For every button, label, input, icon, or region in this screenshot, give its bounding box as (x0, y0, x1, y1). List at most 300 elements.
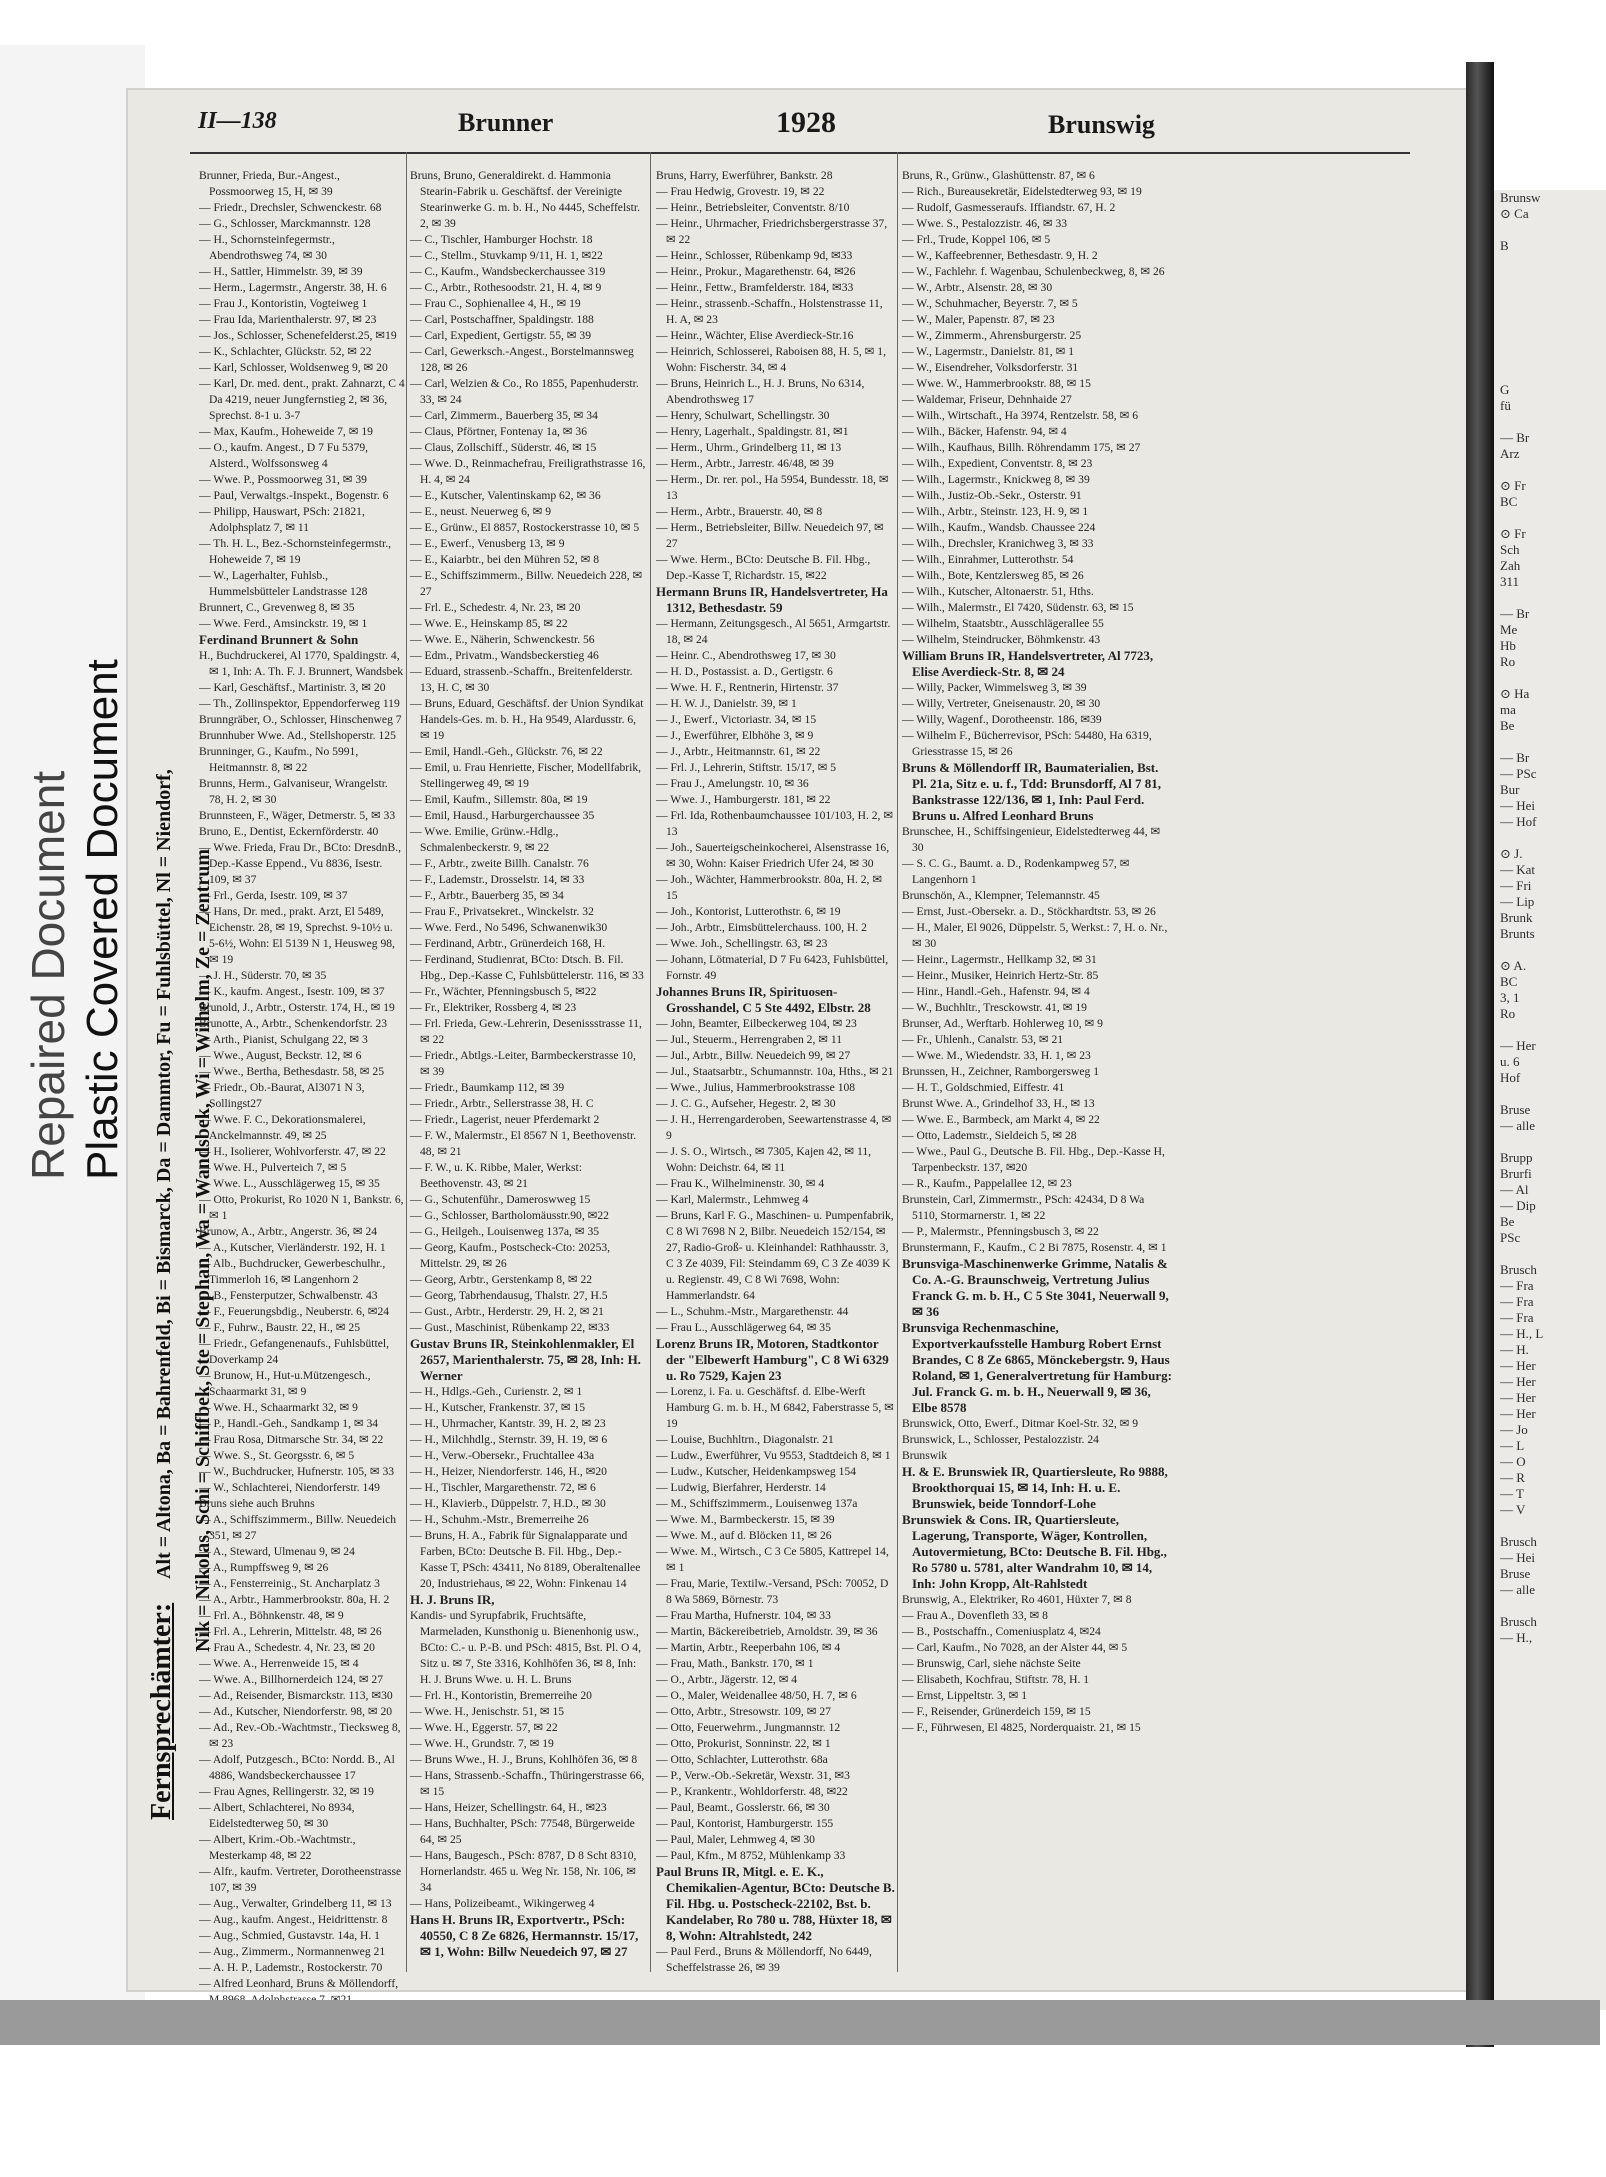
directory-entry: — Jul., Arbtr., Billw. Neuedeich 99, ✉ 27 (656, 1049, 851, 1062)
next-page-line: Hb (1500, 638, 1516, 653)
directory-entry: — Ludw., Ewerführer, Vu 9553, Stadtdeich 8, ✉ 1 (656, 1449, 891, 1462)
next-page-line: BC (1500, 974, 1518, 989)
directory-entry: Brunswick, Otto, Ewerf., Ditmar Koel-Str. 32, ✉ 9 (902, 1417, 1139, 1430)
next-page-line: — Her (1500, 1390, 1536, 1405)
directory-entry: — Wilhelm F., Bücherrevisor, PSch: 54480, Ha 6319, Griesstrasse 15, ✉ 26 (902, 729, 1152, 758)
directory-entry: — Frau Ida, Marienthalerstr. 97, ✉ 23 (199, 313, 377, 326)
directory-entry: — Frau F., Privatsekret., Winckelstr. 32 (410, 905, 594, 918)
directory-entry: — Brunswig, Carl, siehe nächste Seite (902, 1657, 1081, 1670)
directory-entry: — Frl. H., Kontoristin, Bremerreihe 20 (410, 1689, 592, 1702)
next-page-line: — V (1500, 1502, 1526, 1517)
directory-entry: — Hans, Baugesch., PSch: 8787, D 8 Scht 8310, Hornerlandstr. 465 u. Weg Nr. 158, Nr. 106, ✉ 34 (410, 1849, 637, 1894)
directory-entry: — G., Schlosser, Marckmannstr. 128 (199, 217, 371, 230)
directory-entry: — K., Schlachter, Glückstr. 52, ✉ 22 (199, 345, 372, 358)
directory-entry: — Frau Agnes, Rellingerstr. 32, ✉ 19 (199, 1785, 374, 1798)
next-page-line: — alle (1500, 1582, 1536, 1597)
directory-entry: — Otto, Prokurist, Sonninstr. 22, ✉ 1 (656, 1737, 831, 1750)
header-left-word: Brunner (458, 108, 554, 137)
directory-entry: — H., Milchhdlg., Sternstr. 39, H. 19, ✉ 6 (410, 1433, 608, 1446)
directory-entry: — Max, Kaufm., Hoheweide 7, ✉ 19 (199, 425, 373, 438)
directory-entry: — Heinr., Schlosser, Rübenkamp 9d, ✉33 (656, 249, 853, 262)
directory-entry: Brunngräber, O., Schlosser, Hinschenweg 7 (199, 713, 402, 726)
directory-entry: — H. D., Postassist. a. D., Gertigstr. 6 (656, 665, 833, 678)
directory-entry: — Frau J., Kontoristin, Vogteiweg 1 (199, 297, 368, 310)
header-rule (190, 152, 1410, 154)
directory-entry: Brunotte, A., Arbtr., Schenkendorfstr. 23 (199, 1017, 388, 1030)
directory-entry: — Friedr., Abtlgs.-Leiter, Barmbeckerstrasse 10, ✉ 39 (410, 1049, 636, 1078)
directory-entry: — Paul, Beamt., Gosslerstr. 66, ✉ 30 (656, 1801, 830, 1814)
next-page-line (1500, 334, 1606, 350)
directory-entry: — O., Arbtr., Jägerstr. 12, ✉ 4 (656, 1673, 798, 1686)
next-page-line (1500, 830, 1606, 846)
directory-entry: Brunswig, A., Elektriker, Ro 4601, Hüxter 7, ✉ 8 (902, 1593, 1132, 1606)
directory-entry: — M., Schiffszimmerm., Louisenweg 137a (656, 1497, 858, 1510)
directory-entry: — Heinrich, Schlosserei, Raboisen 88, H. 5, ✉ 1, Wohn: Fischerstr. 34, ✉ 4 (656, 345, 886, 374)
directory-entry: — Wilh., Bäcker, Hafenstr. 94, ✉ 4 (902, 425, 1067, 438)
directory-entry: Brunow, A., Arbtr., Angerstr. 36, ✉ 24 (199, 1225, 378, 1238)
directory-entry: — Karl, Malermstr., Lehmweg 4 (656, 1193, 809, 1206)
directory-entry: Brunstein, Carl, Zimmermstr., PSch: 42434, D 8 Wa 5110, Stormarnerstr. 1, ✉ 22 (902, 1193, 1145, 1222)
directory-entry: — Otto, Lademstr., Sieldeich 5, ✉ 28 (902, 1129, 1077, 1142)
directory-entry: — Bruns, Karl F. G., Maschinen- u. Pumpenfabrik, C 8 Wi 7698 N 2, Bilbr. Neuedeich 152/154, ✉ 27, Radio-Groß- u. Kleinhandel: Rathhausstr. 3, C 3 Ze 4039, Fil: Steindamm 69, C 3 Ze 4039 K u. Regienstr. 49, C 8 Wi 7698, Wohn: Hammerlandstr. 64 (656, 1209, 894, 1302)
next-page-line: — O (1500, 1454, 1526, 1469)
directory-entry: — W., Fachlehr. f. Wagenbau, Schulenbeckweg, 8, ✉ 26 (902, 265, 1165, 278)
directory-entry: — J., Ewerführer, Elbhöhe 3, ✉ 9 (656, 729, 814, 742)
directory-entry: — Carl, Expedient, Gertigstr. 55, ✉ 39 (410, 329, 592, 342)
directory-entry: — W., Zimmerm., Ahrensburgerstr. 25 (902, 329, 1082, 342)
next-page-line: Arz (1500, 446, 1520, 461)
directory-entry: — Wwe. H., Jenischstr. 51, ✉ 15 (410, 1705, 565, 1718)
directory-column-2 (410, 168, 646, 1960)
next-page-line: — PSc (1500, 766, 1537, 781)
directory-entry: — Willy, Packer, Wimmelsweg 3, ✉ 39 (902, 681, 1087, 694)
directory-entry: — Frl. Ida, Rothenbaumchaussee 101/103, H. 2, ✉ 13 (656, 809, 894, 838)
directory-entry: — Frau Martha, Hufnerstr. 104, ✉ 33 (656, 1609, 831, 1622)
directory-entry: — Georg, Arbtr., Gerstenkamp 8, ✉ 22 (410, 1273, 593, 1286)
directory-entry: — W., Buchdrucker, Hufnerstr. 105, ✉ 33 (199, 1465, 395, 1478)
next-page-line: Brunsw (1500, 190, 1541, 205)
next-page-line: BC (1500, 494, 1518, 509)
next-page-line (1500, 1086, 1606, 1102)
directory-entry: — Edm., Privatm., Wandsbeckerstieg 46 (410, 649, 599, 662)
directory-entry: — Ludw., Kutscher, Heidenkampsweg 154 (656, 1465, 857, 1478)
directory-entry: — Heinr., Uhrmacher, Friedrichsbergerstrasse 37, ✉ 22 (656, 217, 888, 246)
directory-entry: — Friedr., Lagerist, neuer Pferdemarkt 2 (410, 1113, 600, 1126)
directory-entry: — H., Klavierb., Düppelstr. 7, H.D., ✉ 30 (410, 1497, 606, 1510)
next-page-line: — Jo (1500, 1422, 1528, 1437)
directory-entry: — H., Schuhm.-Mstr., Bremerreihe 26 (410, 1513, 589, 1526)
directory-entry: — Frau, Marie, Textilw.-Versand, PSch: 70052, D 8 Wa 5869, Börnestr. 73 (656, 1577, 889, 1606)
directory-entry: — Emil, Hausd., Harburgerchaussee 35 (410, 809, 595, 822)
header-right-word: Brunswig (1048, 110, 1155, 139)
overlay-line-2: Plastic Covered Document (78, 659, 127, 1180)
directory-entry: — Paul, Verwaltgs.-Inspekt., Bogenstr. 6 (199, 489, 389, 502)
directory-entry: — Heinr., Prokur., Magarethenstr. 64, ✉26 (656, 265, 856, 278)
directory-entry: Brunswiek & Cons. IR, Quartiersleute, Lagerung, Transporte, Wäger, Kontrollen, Autovermietung, BCto: Deutsche B. Fil. Hbg., Ro 5780 u. 5781, alter Wandrahm 10, ✉ 14, Inh: John Kropp, Alt-Rahlstedt (902, 1512, 1167, 1591)
directory-entry: — Paul, Kontorist, Hamburgerstr. 155 (656, 1817, 834, 1830)
directory-entry: — Wwe. S., St. Georgsstr. 6, ✉ 5 (199, 1449, 355, 1462)
directory-entry: — Wwe. H., Grundstr. 7, ✉ 19 (410, 1737, 554, 1750)
next-page-line: Bur (1500, 782, 1520, 797)
next-page-line: Brusch (1500, 1534, 1537, 1549)
directory-entry: — Frl. J., Lehrerin, Stiftstr. 15/17, ✉ 5 (656, 761, 837, 774)
directory-entry: — Martin, Bäckereibetrieb, Arnoldstr. 39, ✉ 36 (656, 1625, 878, 1638)
directory-entry: — Alb., Buchdrucker, Gewerbeschulhr., Timmerloh 16, ✉ Langenhorn 2 (199, 1257, 386, 1286)
directory-entry: — Wwe. A., Billhornerdeich 124, ✉ 27 (199, 1673, 384, 1686)
directory-entry: — F., Arbtr., zweite Billh. Canalstr. 76 (410, 857, 589, 870)
directory-entry: — H., Verw.-Obersekr., Fruchtallee 43a (410, 1449, 595, 1462)
directory-entry: — L., Schuhm.-Mstr., Margarethenstr. 44 (656, 1305, 849, 1318)
next-page-line: — Her (1500, 1038, 1536, 1053)
directory-entry: — Frau A., Schedestr. 4, Nr. 23, ✉ 20 (199, 1641, 375, 1654)
directory-entry: — Ad., Rev.-Ob.-Wachtmstr., Tiecksweg 8, ✉ 23 (199, 1721, 401, 1750)
directory-entry: — Ernst, Just.-Obersekr. a. D., Stöckhardtstr. 53, ✉ 26 (902, 905, 1156, 918)
directory-entry: Brunns, Herm., Galvaniseur, Wrangelstr. 78, H. 2, ✉ 30 (199, 777, 388, 806)
next-page-line: — Her (1500, 1406, 1536, 1421)
directory-entry: — F., Fuhrw., Baustr. 22, H., ✉ 25 (199, 1321, 361, 1334)
directory-entry: — Ferdinand, Arbtr., Grünerdeich 168, H. (410, 937, 606, 950)
directory-entry: Brunswick, L., Schlosser, Pestalozzistr. 24 (902, 1433, 1099, 1446)
directory-entry: — F., Führwesen, El 4825, Norderquaistr. 21, ✉ 15 (902, 1721, 1141, 1734)
directory-entry: — P., Malermstr., Pfenningsbusch 3, ✉ 22 (902, 1225, 1099, 1238)
directory-entry: — Friedr., Baumkamp 112, ✉ 39 (410, 1081, 565, 1094)
directory-entry: — A., Kutscher, Vierländerstr. 192, H. 1 (199, 1241, 386, 1254)
directory-entry: — Wwe. F. C., Dekorationsmalerei, Anckelmannstr. 49, ✉ 25 (199, 1113, 366, 1142)
column-divider (650, 152, 651, 1972)
directory-entry: — Frl., Gerda, Isestr. 109, ✉ 37 (199, 889, 348, 902)
column-divider (406, 152, 407, 1972)
directory-entry: — Joh., Kontorist, Lutterothstr. 6, ✉ 19 (656, 905, 841, 918)
next-page-line (1500, 734, 1606, 750)
next-page-line: u. 6 (1500, 1054, 1520, 1069)
directory-entry: — Bruns Wwe., H. J., Bruns, Kohlhöfen 36, ✉ 8 (410, 1753, 638, 1766)
directory-entry: — A., Schiffszimmerm., Billw. Neuedeich 351, ✉ 27 (199, 1513, 397, 1542)
directory-entry: — Wwe. L., Ausschlägerweg 15, ✉ 35 (199, 1177, 380, 1190)
directory-entry: — C., Kaufm., Wandsbeckerchaussee 319 (410, 265, 606, 278)
directory-column-1 (199, 168, 405, 2040)
directory-entry: H., Buchdruckerei, Al 1770, Spaldingstr. 4, ✉ 1, Inh: A. Th. F. J. Brunnert, Wandsbek (199, 649, 404, 678)
next-page-line (1500, 1598, 1606, 1614)
directory-entry: — Karl, Geschäftsf., Martinistr. 3, ✉ 20 (199, 681, 386, 694)
directory-entry: — Frau Hedwig, Grovestr. 19, ✉ 22 (656, 185, 825, 198)
directory-entry: Brunnsteen, F., Wäger, Detmerstr. 5, ✉ 33 (199, 809, 396, 822)
directory-entry: — Carl, Zimmerm., Bauerberg 35, ✉ 34 (410, 409, 598, 422)
directory-entry: — Hans, Heizer, Schellingstr. 64, H., ✉23 (410, 1801, 607, 1814)
directory-entry: — Wwe. A., Herrenweide 15, ✉ 4 (199, 1657, 359, 1670)
directory-entry: Brunssen, H., Zeichner, Ramborgersweg 1 (902, 1065, 1100, 1078)
directory-entry: — A., Rumpffsweg 9, ✉ 26 (199, 1561, 329, 1574)
directory-entry: Brunser, Ad., Werftarb. Hohlerweg 10, ✉ 9 (902, 1017, 1103, 1030)
directory-entry: — Alfr., kaufm. Vertreter, Dorotheenstrasse 107, ✉ 39 (199, 1865, 402, 1894)
directory-entry: — Wwe. H. F., Rentnerin, Hirtenstr. 37 (656, 681, 839, 694)
directory-entry: — Hinr., Handl.-Geh., Hafenstr. 94, ✉ 4 (902, 985, 1090, 998)
directory-entry: — Wilh., Kaufhaus, Billh. Röhrendamm 175, ✉ 27 (902, 441, 1141, 454)
directory-entry: Brunnhuber Wwe. Ad., Stellshoperstr. 125 (199, 729, 396, 742)
directory-entry: — Wwe. M., auf d. Blöcken 11, ✉ 26 (656, 1529, 832, 1542)
directory-entry: Bruns siehe auch Bruhns (199, 1497, 315, 1510)
next-page-line (1500, 590, 1606, 606)
directory-entry: — Wwe. Emilie, Grünw.-Hdlg., Schmalenbeckerstr. 9, ✉ 22 (410, 825, 559, 854)
directory-entry: — Heinr., Wächter, Elise Averdieck-Str.16 (656, 329, 854, 342)
next-page-line: — alle (1500, 1118, 1536, 1133)
directory-entry: — Bruns, Heinrich L., H. J. Bruns, No 6314, Abendrothsweg 17 (656, 377, 865, 406)
directory-entry: — Frau J., Amelungstr. 10, ✉ 36 (656, 777, 809, 790)
directory-entry: Bruns, R., Grünw., Glashüttenstr. 87, ✉ 6 (902, 169, 1095, 182)
directory-entry: Brunschön, A., Klempner, Telemannstr. 45 (902, 889, 1100, 902)
directory-entry: — E., Ewerf., Venusberg 13, ✉ 9 (410, 537, 565, 550)
next-page-line: Brusch (1500, 1614, 1537, 1629)
directory-entry: — H., Heizer, Niendorferstr. 146, H., ✉20 (410, 1465, 607, 1478)
next-page-line: ma (1500, 702, 1516, 717)
next-page-line: ⊙ Ha (1500, 686, 1530, 701)
directory-entry: — Wwe. Frieda, Frau Dr., BCto: DresdnB., Dep.-Kasse Eppend., Vu 8836, Isestr. 109, ✉ 37 (199, 841, 402, 886)
directory-entry: — J. H., Herrengarderoben, Seewartenstrasse 4, ✉ 9 (656, 1113, 892, 1142)
directory-entry: — Wwe. D., Reinmachefrau, Freiligrathstrasse 16, H. 4, ✉ 24 (410, 457, 646, 486)
directory-entry: — Henry, Lagerhalt., Spaldingstr. 81, ✉1 (656, 425, 849, 438)
directory-entry: — Wwe. H., Schaarmarkt 32, ✉ 9 (199, 1401, 358, 1414)
next-page-line: ⊙ Fr (1500, 478, 1526, 493)
directory-entry: — Fr., Wächter, Pfenningsbusch 5, ✉22 (410, 985, 597, 998)
directory-entry: Brunninger, G., Kaufm., No 5991, Heitmannstr. 8, ✉ 22 (199, 745, 359, 774)
binding-shadow (1466, 62, 1494, 2047)
next-page-line: — Lip (1500, 894, 1535, 909)
next-page-line: — H. (1500, 1342, 1529, 1357)
next-page-line (1500, 254, 1606, 270)
directory-entry: — Th., Zollinspektor, Eppendorferweg 119 (199, 697, 400, 710)
directory-entry: — H., Uhrmacher, Kantstr. 39, H. 2, ✉ 23 (410, 1417, 606, 1430)
directory-entry: — Lorenz, i. Fa. u. Geschäftsf. d. Elbe-Werft Hamburg G. m. b. H., M 6842, Faberstrasse 5, ✉ 19 (656, 1385, 894, 1430)
next-page-line (1500, 286, 1606, 302)
directory-entry: — Frau, Math., Bankstr. 170, ✉ 1 (656, 1657, 814, 1670)
directory-entry: — H., Schornsteinfegermstr., Abendrothsweg 74, ✉ 30 (199, 233, 335, 262)
directory-entry: — W., Buchhltr., Tresckowstr. 41, ✉ 19 (902, 1001, 1087, 1014)
next-page-line: B (1500, 238, 1509, 253)
directory-entry: — Paul Ferd., Bruns & Möllendorff, No 6449, Scheffelstrasse 26, ✉ 39 (656, 1945, 872, 1974)
directory-entry: — Wwe. H., Pulverteich 7, ✉ 5 (199, 1161, 347, 1174)
directory-entry: — Albert, Krim.-Ob.-Wachtmstr., Mesterkamp 48, ✉ 22 (199, 1833, 356, 1862)
directory-entry: — Adolf, Putzgesch., BCto: Nordd. B., Al 4886, Wandsbeckerchaussee 17 (199, 1753, 395, 1782)
directory-entry: — Jul., Steuerm., Herrengraben 2, ✉ 11 (656, 1033, 843, 1046)
directory-entry: — Herm., Lagermstr., Angerstr. 38, H. 6 (199, 281, 387, 294)
directory-entry: — Johann, Lötmaterial, D 7 Fu 6423, Fuhlsbüttel, Fornstr. 49 (656, 953, 889, 982)
directory-entry: — Frl. A., Lehrerin, Mittelstr. 48, ✉ 26 (199, 1625, 382, 1638)
directory-entry: — Wwe. E., Barmbeck, am Markt 4, ✉ 22 (902, 1113, 1100, 1126)
directory-entry: — Wilh., Einrahmer, Lutterothstr. 54 (902, 553, 1074, 566)
directory-entry: — Hans, Strassenb.-Schaffn., Thüringerstrasse 66, ✉ 15 (410, 1769, 645, 1798)
next-page-line: — T (1500, 1486, 1524, 1501)
directory-entry: — Hans, Polizeibeamt., Wikingerweg 4 (410, 1897, 595, 1910)
next-page-line (1500, 1134, 1606, 1150)
directory-entry: — Waldemar, Friseur, Dehnhaide 27 (902, 393, 1072, 406)
directory-entry: — H. W. J., Danielstr. 39, ✉ 1 (656, 697, 797, 710)
directory-entry: — Wwe. E., Heinskamp 85, ✉ 22 (410, 617, 568, 630)
directory-entry: — Elisabeth, Kochfrau, Stiftstr. 78, H. 1 (902, 1673, 1090, 1686)
directory-entry: — W., Eisendreher, Volksdorferstr. 31 (902, 361, 1079, 374)
next-page-line (1500, 302, 1606, 318)
next-page-line (1500, 222, 1606, 238)
directory-entry: — Carl, Welzien & Co., Ro 1855, Papenhuderstr. 33, ✉ 24 (410, 377, 639, 406)
directory-entry: — Ad., Reisender, Bismarckstr. 113, ✉30 (199, 1689, 393, 1702)
next-page-line: Brupp (1500, 1150, 1533, 1165)
next-page-line: PSc (1500, 1230, 1521, 1245)
directory-entry: — John, Beamter, Eilbeckerweg 104, ✉ 23 (656, 1017, 857, 1030)
directory-entry: — Jos., Schlosser, Schenefelderst.25, ✉19 (199, 329, 397, 342)
directory-entry: — W., Lagermstr., Danielstr. 81, ✉ 1 (902, 345, 1075, 358)
directory-entry: — Frl. Frieda, Gew.-Lehrerin, Desenissstrasse 11, ✉ 22 (410, 1017, 642, 1046)
directory-entry: — Arth., Pianist, Schulgang 22, ✉ 3 (199, 1033, 368, 1046)
directory-entry: — Martin, Arbtr., Reeperbahn 106, ✉ 4 (656, 1641, 841, 1654)
next-page-line (1500, 462, 1606, 478)
directory-entry: — G., Schlosser, Bartholomäusstr.90, ✉22 (410, 1209, 609, 1222)
next-page-line: G (1500, 382, 1510, 397)
directory-entry: — J. H., Süderstr. 70, ✉ 35 (199, 969, 327, 982)
directory-entry: — Frau A., Dovenfleth 33, ✉ 8 (902, 1609, 1048, 1622)
exchange-legend-title: Fernsprechämter: (146, 1602, 177, 1820)
next-page-line: — Fri (1500, 878, 1532, 893)
directory-entry: — Wwe. H., Eggerstr. 57, ✉ 22 (410, 1721, 558, 1734)
next-page-line: Brusch (1500, 1262, 1537, 1277)
directory-entry: — Bruns, H. A., Fabrik für Signalapparate und Farben, BCto: Deutsche B. Fil. Hbg., Dep.-Kasse T, PSch: 43411, No 8189, Oberaltenallee 20, Industriehaus, ✉ 22, Wohn: Finkenau 14 (410, 1529, 641, 1590)
directory-entry: — Friedr., Arbtr., Sellerstrasse 38, H. C (410, 1097, 594, 1110)
directory-entry: — Friedr., Drechsler, Schwenckestr. 68 (199, 201, 382, 214)
directory-entry: — Heinr., Musiker, Heinrich Hertz-Str. 85 (902, 969, 1099, 982)
directory-entry: — W., Lagerhalter, Fuhlsb., Hummelsbütteler Landstrasse 128 (199, 569, 368, 598)
next-page-line: 311 (1500, 574, 1520, 589)
directory-entry: — C., Tischler, Hamburger Hochstr. 18 (410, 233, 593, 246)
next-page-line: Brurfi (1500, 1166, 1532, 1181)
next-page-line (1500, 1518, 1606, 1534)
directory-entry: Hans H. Bruns IR, Exportvertr., PSch: 40550, C 8 Ze 6826, Hermannstr. 15/17, ✉ 1, Wohn: Billw Neuedeich 97, ✉ 27 (410, 1912, 639, 1959)
directory-entry: — E., Kutscher, Valentinskamp 62, ✉ 36 (410, 489, 601, 502)
directory-entry: — Carl, Postschaffner, Spaldingstr. 188 (410, 313, 594, 326)
directory-entry: — Heinr., Fettw., Bramfelderstr. 184, ✉33 (656, 281, 854, 294)
directory-entry: — H., Sattler, Himmelstr. 39, ✉ 39 (199, 265, 363, 278)
overlay-line-1: Repaired Document (22, 770, 74, 1180)
directory-entry: — Frau L., Ausschlägerweg 64, ✉ 35 (656, 1321, 831, 1334)
directory-entry: William Bruns IR, Handelsvertreter, Al 7723, Elise Averdieck-Str. 8, ✉ 24 (902, 648, 1154, 679)
directory-entry: — Wilh., Lagermstr., Knickweg 8, ✉ 39 (902, 473, 1090, 486)
directory-entry: — Wwe., August, Beckstr. 12, ✉ 6 (199, 1049, 362, 1062)
directory-entry: — G., Schutenführ., Dameroswweg 15 (410, 1193, 591, 1206)
directory-entry: — Heinr., Betriebsleiter, Conventstr. 8/10 (656, 201, 850, 214)
directory-entry: Bruns, Harry, Ewerführer, Bankstr. 28 (656, 169, 833, 182)
directory-entry: — Wwe. Herm., BCto: Deutsche B. Fil. Hbg., Dep.-Kasse T, Richardstr. 15, ✉22 (656, 553, 871, 582)
next-page-line: Me (1500, 622, 1518, 637)
directory-entry: Lorenz Bruns IR, Motoren, Stadtkontor der "Elbewerft Hamburg", C 8 Wi 6329 u. Ro 7529, Kajen 23 (656, 1336, 889, 1383)
header-year: 1928 (776, 106, 836, 139)
directory-entry: — Philipp, Hauswart, PSch: 21821, Adolphsplatz 7, ✉ 11 (199, 505, 365, 534)
exchange-legend-row-2: Nik = Nikolas, Schi = Schiffbek, Ste = Stephan, Wa = Wandsbek, Wi = Wilhelm, Ze = Zentrum (192, 849, 214, 1652)
directory-entry: — O., Maler, Weidenallee 48/50, H. 7, ✉ 6 (656, 1689, 857, 1702)
directory-entry: — Wilhelm, Staatsbtr., Ausschlägerallee 55 (902, 617, 1104, 630)
scanner-bottom-band (0, 2000, 1600, 2045)
directory-entry: Brunschee, H., Schiffsingenieur, Eidelstedterweg 44, ✉ 30 (902, 825, 1161, 854)
directory-entry: — Joh., Sauerteigscheinkocherei, Alsenstrasse 16, ✉ 30, Wohn: Kaiser Friedrich Ufer 24, ✉ 30 (656, 841, 890, 870)
directory-entry: — C., Arbtr., Rothesoodstr. 21, H. 4, ✉ 9 (410, 281, 602, 294)
next-page-line: Hof (1500, 1070, 1521, 1085)
next-page-line (1500, 1246, 1606, 1262)
directory-entry: — F., Lademstr., Drosselstr. 14, ✉ 33 (410, 873, 585, 886)
directory-entry: — Georg, Kaufm., Postscheck-Cto: 20253, Mittelstr. 29, ✉ 26 (410, 1241, 611, 1270)
directory-entry: Paul Bruns IR, Mitgl. e. E. K., Chemikalien-Agentur, BCto: Deutsche B. Fil. Hbg. u. Postscheck-22102, Bst. b. Kandelaber, Ro 780 u. 788, Hüxter 18, ✉ 8, Wohn: Altrahlstedt, 242 (656, 1864, 895, 1943)
next-page-line: Sch (1500, 542, 1520, 557)
directory-entry: — Herm., Betriebsleiter, Billw. Neuedeich 97, ✉ 27 (656, 521, 884, 550)
directory-entry: — Wilh., Arbtr., Steinstr. 123, H. 9, ✉ 1 (902, 505, 1089, 518)
directory-entry: — Gust., Arbtr., Herderstr. 29, H. 2, ✉ 21 (410, 1305, 604, 1318)
directory-entry: — J., Ewerf., Victoriastr. 34, ✉ 15 (656, 713, 817, 726)
next-page-line: Brunts (1500, 926, 1535, 941)
directory-entry: Ferdinand Brunnert & Sohn (199, 632, 359, 647)
directory-entry: — Albert, Schlachterei, No 8934, Eidelstedterweg 50, ✉ 30 (199, 1801, 355, 1830)
directory-entry: — H. T., Goldschmied, Eiffestr. 41 (902, 1081, 1065, 1094)
directory-entry: — Wwe. Joh., Schellingstr. 63, ✉ 23 (656, 937, 828, 950)
directory-entry: — Wwe. W., Hammerbrookstr. 88, ✉ 15 (902, 377, 1091, 390)
directory-entry: — Wwe. P., Possmoorweg 31, ✉ 39 (199, 473, 367, 486)
next-page-line: — Hei (1500, 1550, 1536, 1565)
next-page-line: — Fra (1500, 1294, 1534, 1309)
directory-entry: — Herm., Uhrm., Grindelberg 11, ✉ 13 (656, 441, 842, 454)
directory-entry: — Paul, Maler, Lehmweg 4, ✉ 30 (656, 1833, 815, 1846)
directory-entry: — Wilh., Kutscher, Altonaerstr. 51, Hths. (902, 585, 1094, 598)
next-page-line: Ro (1500, 1006, 1516, 1021)
next-page-line: — Br (1500, 430, 1530, 445)
next-page-line: — H., (1500, 1630, 1533, 1645)
next-page-line: ⊙ Ca (1500, 206, 1529, 221)
directory-entry: — Claus, Pförtner, Fontenay 1a, ✉ 36 (410, 425, 588, 438)
directory-entry: — B., Postschaffn., Comeniusplatz 4, ✉24 (902, 1625, 1101, 1638)
directory-entry: — Jul., Staatsarbtr., Schumannstr. 10a, Hths., ✉ 21 (656, 1065, 894, 1078)
directory-entry: — Herm., Arbtr., Brauerstr. 40, ✉ 8 (656, 505, 823, 518)
directory-entry: — Aug., kaufm. Angest., Heidrittenstr. 8 (199, 1913, 388, 1926)
next-page-line (1500, 318, 1606, 334)
directory-entry: — Carl, Gewerksch.-Angest., Borstelmannsweg 128, ✉ 26 (410, 345, 634, 374)
directory-entry: — E., Grünw., El 8857, Rostockerstrasse 10, ✉ 5 (410, 521, 640, 534)
directory-entry: — Hans, Buchhalter, PSch: 77548, Bürgerweide 64, ✉ 25 (410, 1817, 635, 1846)
directory-entry: Brunold, J., Arbtr., Osterstr. 174, H., ✉ 19 (199, 1001, 395, 1014)
directory-entry: — H., Maler, El 9026, Düppelstr. 5, Werkst.: 7, H. o. Nr., ✉ 30 (902, 921, 1168, 950)
directory-entry: — Wilh., Malermstr., El 7420, Südenstr. 63, ✉ 15 (902, 601, 1134, 614)
directory-entry: — Frau Rosa, Ditmarsche Str. 34, ✉ 22 (199, 1433, 384, 1446)
directory-entry: — Frl. E., Schedestr. 4, Nr. 23, ✉ 20 (410, 601, 581, 614)
directory-entry: — A., Arbtr., Hammerbrookstr. 80a, H. 2 (199, 1593, 390, 1606)
directory-entry: — Frau K., Wilhelminenstr. 30, ✉ 4 (656, 1177, 825, 1190)
directory-entry: — Paul, Kfm., M 8752, Mühlenkamp 33 (656, 1849, 846, 1862)
directory-entry: — Friedr., Gefangenenaufs., Fuhlsbüttel, Doverkamp 24 (199, 1337, 389, 1366)
directory-entry: — E., Schiffszimmerm., Billw. Neuedeich 228, ✉ 27 (410, 569, 643, 598)
directory-entry: — Karl, Dr. med. dent., prakt. Zahnarzt, C 4 Da 4219, neuer Jungfernstieg 2, ✉ 36, Sprechst. 8-1 u. 3-7 (199, 377, 405, 422)
directory-entry: — F., Feuerungsbdig., Neuberstr. 6, ✉24 (199, 1305, 390, 1318)
next-page-line (1500, 670, 1606, 686)
directory-entry: — F., Arbtr., Bauerberg 35, ✉ 34 (410, 889, 564, 902)
directory-entry: — Hermann, Zeitungsgesch., Al 5651, Armgartstr. 18, ✉ 24 (656, 617, 891, 646)
next-page-line: — H., L (1500, 1326, 1544, 1341)
directory-entry: — Rich., Bureausekretär, Eidelstedterweg 93, ✉ 19 (902, 185, 1142, 198)
next-page-line (1500, 414, 1606, 430)
directory-entry: — G., Heilgeh., Louisenweg 137a, ✉ 35 (410, 1225, 600, 1238)
directory-entry: — P., Handl.-Geh., Sandkamp 1, ✉ 34 (199, 1417, 379, 1430)
directory-entry: — Aug., Verwalter, Grindelberg 11, ✉ 13 (199, 1897, 392, 1910)
directory-entry: — Wilh., Expedient, Conventstr. 8, ✉ 23 (902, 457, 1093, 470)
directory-entry: — Alfred Leonhard, Bruns & Möllendorff, (199, 1977, 399, 1990)
directory-entry: — A., Steward, Ulmenau 9, ✉ 24 (199, 1545, 355, 1558)
directory-entry: — Eduard, strassenb.-Schaffn., Breitenfelderstr. 13, H. C, ✉ 30 (410, 665, 633, 694)
directory-entry: — F. W., u. K. Ribbe, Maler, Werkst: Beethovenstr. 43, ✉ 21 (410, 1161, 583, 1190)
directory-entry: — F. W., Malermstr., El 8567 N 1, Beethovenstr. 48, ✉ 21 (410, 1129, 637, 1158)
directory-entry: — E., neust. Neuerweg 6, ✉ 9 (410, 505, 552, 518)
directory-entry: — W., Kaffeebrenner, Bethesdastr. 9, H. 2 (902, 249, 1098, 262)
directory-entry: — J. C. G., Aufseher, Hegestr. 2, ✉ 30 (656, 1097, 836, 1110)
next-page-line: — Dip (1500, 1198, 1536, 1213)
